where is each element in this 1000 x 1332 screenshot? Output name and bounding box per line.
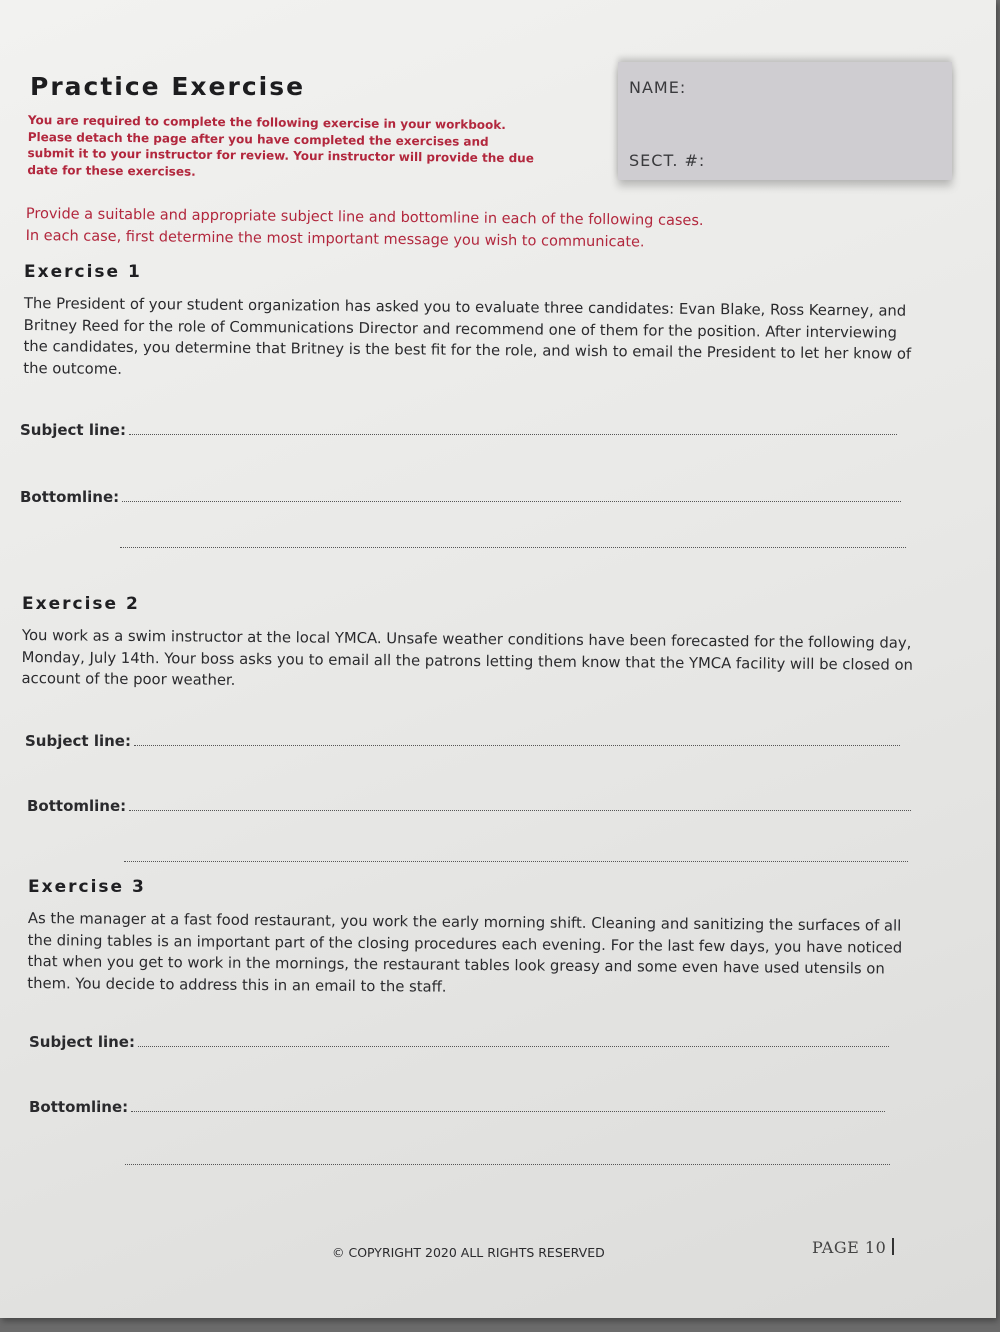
section-label: SECT. #: <box>629 151 706 170</box>
bottomline-field-3[interactable] <box>29 1097 885 1116</box>
bottomline-field-1[interactable] <box>20 487 901 506</box>
exercise-3 <box>28 877 928 994</box>
page-title: Practice Exercise <box>30 72 306 101</box>
bottomline-label: Bottomline: <box>29 1098 129 1116</box>
bottomline-extra-line-2[interactable] <box>124 860 908 862</box>
bottomline-field-2[interactable] <box>27 796 911 815</box>
subject-line-field-3[interactable] <box>29 1032 889 1051</box>
name-section-box <box>618 62 952 180</box>
bottomline-label: Bottomline: <box>27 797 127 815</box>
bottomline-blank[interactable] <box>122 487 901 502</box>
bottomline-label: Bottomline: <box>20 488 120 506</box>
intro-text: Provide a suitable and appropriate subject line and bottomline in each of the following cases. In each case, first determine the most important message you wish to communicate. <box>25 205 704 251</box>
subject-line-blank[interactable] <box>134 731 900 746</box>
subject-line-blank[interactable] <box>129 420 897 435</box>
instructions-text: You are required to complete the following exercise in your workbook. Please detach the page after you have completed the exercises and submit it to your instructor for review. Your instructor will provide the due date for these exercises. <box>27 112 534 179</box>
bottomline-blank[interactable] <box>131 1097 885 1112</box>
name-label: NAME: <box>629 78 687 97</box>
subject-line-label: Subject line: <box>29 1033 135 1051</box>
copyright-notice: © COPYRIGHT 2020 ALL RIGHTS RESERVED <box>332 1245 605 1260</box>
page-number-divider <box>892 1238 894 1255</box>
exercise-heading: Exercise 3 <box>28 877 146 897</box>
subject-line-blank[interactable] <box>138 1032 889 1047</box>
bottomline-blank[interactable] <box>129 796 911 811</box>
exercise-heading: Exercise 1 <box>24 262 142 282</box>
exercise-description: The President of your student organization has asked you to evaluate three candidates: Evan Blake, Ross Kearney, and Britney Reed for the role of Communications Director and recommend one of them for the position. After interviewing the candidates, you determine that Britney is the best fit for the role, and wish to email the President to let her know of the outcome. <box>23 294 912 378</box>
exercise-description: As the manager at a fast food restaurant, you work the early morning shift. Cleaning and sanitizing the surfaces of all the dining tables is an important part of the closing procedures each evening. For the last few days, you have noticed that when you get to work in the mornings, the restaurant tables look greasy and some even have used utensils on them. You decide to address this in an email to the staff. <box>27 909 903 996</box>
subject-line-field-2[interactable] <box>25 731 900 750</box>
subject-line-label: Subject line: <box>20 421 126 439</box>
page-number-text: PAGE 10 <box>812 1238 887 1257</box>
subject-line-field-1[interactable] <box>20 420 897 439</box>
bottomline-extra-line-1[interactable] <box>120 546 906 548</box>
subject-line-label: Subject line: <box>25 732 131 750</box>
exercise-description: You work as a swim instructor at the local YMCA. Unsafe weather conditions have been forecasted for the following day, Monday, July 14th. Your boss asks you to email all the patrons letting them know that the YMCA facility will be closed on account of the poor weather. <box>21 626 914 689</box>
exercise-2 <box>22 594 922 690</box>
page-number <box>812 1238 894 1257</box>
bottomline-extra-line-3[interactable] <box>125 1163 890 1165</box>
exercise-heading: Exercise 2 <box>22 594 140 614</box>
exercise-1 <box>24 262 924 379</box>
